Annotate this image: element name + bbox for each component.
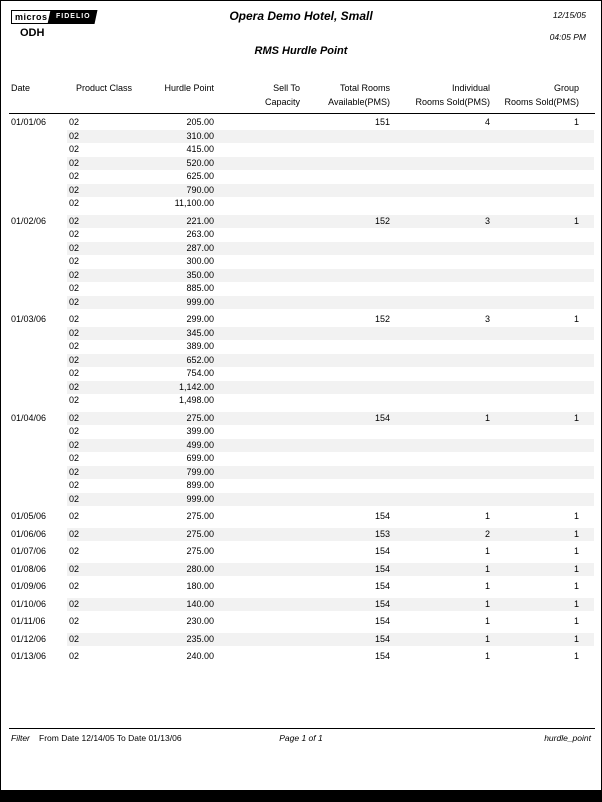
individual-rooms-sold-cell: 1 [484,616,490,626]
date-cell: 01/03/06 [11,314,47,324]
group-rooms-sold-cell: 1 [573,651,579,661]
total-rooms-available-cell: 153 [374,528,390,539]
group-rooms-sold-cell: 1 [573,215,579,226]
individual-rooms-sold-cell: 1 [484,546,490,556]
col-header-date: Date [11,83,31,93]
product-class-cell: 02 [69,426,80,436]
table-row [1,327,601,341]
group-rooms-sold-cell: 1 [573,314,579,324]
hurdle-point-table [1,116,601,664]
hurdle-point-cell: 240.00 [186,651,214,661]
table-row [1,143,601,157]
col-header-group-2: Rooms Sold(PMS) [504,97,579,107]
table-row [1,282,601,296]
individual-rooms-sold-cell: 4 [484,117,490,127]
individual-rooms-sold-cell: 1 [484,581,490,591]
total-rooms-available-cell: 152 [374,314,390,324]
group-rooms-sold-cell: 1 [573,598,579,609]
hurdle-point-cell: 399.00 [186,426,214,436]
col-header-individual-2: Rooms Sold(PMS) [415,97,490,107]
table-row [1,563,601,577]
hurdle-point-cell: 230.00 [186,616,214,626]
hurdle-point-cell: 300.00 [186,256,214,266]
column-headers [1,83,601,113]
table-row [1,493,601,507]
product-class-cell: 02 [69,633,80,644]
product-class-cell: 02 [69,283,80,293]
table-row [1,340,601,354]
hurdle-point-cell: 287.00 [186,242,214,253]
date-cell: 01/02/06 [11,215,47,226]
hurdle-point-cell: 140.00 [186,598,214,609]
hurdle-point-cell: 275.00 [186,412,214,423]
product-class-cell: 02 [69,144,80,154]
product-class-cell: 02 [69,296,80,307]
hurdle-point-cell: 1,142.00 [178,381,214,392]
date-cell: 01/13/06 [11,651,47,661]
hurdle-point-cell: 275.00 [186,528,214,539]
group-rooms-sold-cell: 1 [573,528,579,539]
filter-value: From Date 12/14/05 To Date 01/13/06 [39,733,182,743]
total-rooms-available-cell: 154 [374,581,390,591]
product-class-cell: 02 [69,480,80,490]
product-class-cell: 02 [69,198,80,208]
col-header-sell-to-2: Capacity [264,97,300,107]
total-rooms-available-cell: 152 [374,215,390,226]
date-cell: 01/07/06 [11,546,47,556]
table-row [1,545,601,559]
table-row [1,650,601,664]
table-row [1,367,601,381]
hurdle-point-cell: 389.00 [186,341,214,351]
col-header-product-class: Product Class [76,83,133,93]
individual-rooms-sold-cell: 2 [484,528,490,539]
product-class-cell: 02 [69,157,80,168]
product-class-cell: 02 [69,171,80,181]
product-class-cell: 02 [69,651,80,661]
product-class-cell: 02 [69,546,80,556]
table-row [1,580,601,594]
product-class-cell: 02 [69,439,80,450]
total-rooms-available-cell: 151 [374,117,390,127]
table-row [1,184,601,198]
header-rule [9,113,595,114]
hurdle-point-cell: 350.00 [186,269,214,280]
product-class-cell: 02 [69,354,80,365]
group-rooms-sold-cell: 1 [573,581,579,591]
hurdle-point-cell: 999.00 [186,296,214,307]
hurdle-point-cell: 1,498.00 [178,395,214,405]
table-row [1,228,601,242]
product-class-cell: 02 [69,269,80,280]
table-row [1,466,601,480]
product-class-cell: 02 [69,242,80,253]
date-cell: 01/01/06 [11,117,47,127]
table-row [1,215,601,229]
table-row [1,296,601,310]
group-rooms-sold-cell: 1 [573,511,579,521]
product-class-cell: 02 [69,412,80,423]
product-class-cell: 02 [69,368,80,378]
total-rooms-available-cell: 154 [374,598,390,609]
table-row [1,116,601,130]
individual-rooms-sold-cell: 3 [484,215,490,226]
col-header-individual-1: Individual [451,83,490,93]
individual-rooms-sold-cell: 1 [484,412,490,423]
report-file-name: hurdle_point [544,733,591,743]
group-rooms-sold-cell: 1 [573,546,579,556]
individual-rooms-sold-cell: 1 [484,633,490,644]
table-row [1,510,601,524]
hurdle-point-cell: 885.00 [186,283,214,293]
hurdle-point-cell: 699.00 [186,453,214,463]
hurdle-point-cell: 11,100.00 [174,198,214,208]
product-class-cell: 02 [69,215,80,226]
page-bottom-edge [1,790,601,801]
table-row [1,242,601,256]
total-rooms-available-cell: 154 [374,616,390,626]
table-row [1,439,601,453]
product-class-cell: 02 [69,616,80,626]
individual-rooms-sold-cell: 1 [484,563,490,574]
date-cell: 01/10/06 [11,598,47,609]
product-class-cell: 02 [69,117,80,127]
hurdle-point-cell: 205.00 [186,117,214,127]
date-cell: 01/08/06 [11,563,47,574]
table-row [1,412,601,426]
hurdle-point-cell: 790.00 [186,184,214,195]
product-class-cell: 02 [69,229,80,239]
report-footer [1,733,601,747]
table-row [1,313,601,327]
product-class-cell: 02 [69,466,80,477]
micros-logo-text: micros [11,10,52,24]
report-title: Opera Demo Hotel, Small [229,9,373,23]
hurdle-point-cell: 625.00 [186,171,214,181]
table-row [1,197,601,211]
hurdle-point-cell: 345.00 [186,327,214,338]
hurdle-point-cell: 999.00 [186,493,214,504]
product-class-cell: 02 [69,528,80,539]
individual-rooms-sold-cell: 1 [484,598,490,609]
product-class-cell: 02 [69,256,80,266]
hurdle-point-cell: 499.00 [186,439,214,450]
hurdle-point-cell: 652.00 [186,354,214,365]
product-class-cell: 02 [69,581,80,591]
print-date: 12/15/05 [552,10,586,20]
table-row [1,269,601,283]
hurdle-point-cell: 263.00 [186,229,214,239]
table-row [1,157,601,171]
hurdle-point-cell: 280.00 [186,563,214,574]
table-row [1,615,601,629]
hurdle-point-cell: 275.00 [186,546,214,556]
hurdle-point-cell: 235.00 [186,633,214,644]
date-cell: 01/05/06 [11,511,47,521]
date-cell: 01/04/06 [11,412,47,423]
table-row [1,381,601,395]
product-class-cell: 02 [69,314,80,324]
table-row [1,255,601,269]
table-row [1,170,601,184]
col-header-hurdle-point: Hurdle Point [164,83,214,93]
individual-rooms-sold-cell: 1 [484,651,490,661]
group-rooms-sold-cell: 1 [573,117,579,127]
footer-rule [9,728,595,729]
individual-rooms-sold-cell: 1 [484,511,490,521]
total-rooms-available-cell: 154 [374,511,390,521]
date-cell: 01/06/06 [11,528,47,539]
group-rooms-sold-cell: 1 [573,633,579,644]
total-rooms-available-cell: 154 [374,633,390,644]
total-rooms-available-cell: 154 [374,563,390,574]
group-rooms-sold-cell: 1 [573,616,579,626]
hotel-code: ODH [20,27,45,39]
hurdle-point-cell: 754.00 [186,368,214,378]
page-number: Page 1 of 1 [279,733,323,743]
product-class-cell: 02 [69,453,80,463]
product-class-cell: 02 [69,563,80,574]
total-rooms-available-cell: 154 [374,546,390,556]
hurdle-point-cell: 180.00 [186,581,214,591]
print-time: 04:05 PM [549,32,586,42]
fidelio-logo-text: FIDELIO [47,10,97,24]
table-row [1,354,601,368]
hurdle-point-cell: 799.00 [186,466,214,477]
col-header-group-1: Group [553,83,579,93]
product-class-cell: 02 [69,395,80,405]
group-rooms-sold-cell: 1 [573,563,579,574]
hurdle-point-cell: 221.00 [186,215,214,226]
filter-label: Filter [11,733,30,743]
hurdle-point-cell: 899.00 [186,480,214,490]
table-row [1,479,601,493]
total-rooms-available-cell: 154 [374,651,390,661]
table-row [1,130,601,144]
table-row [1,452,601,466]
product-class-cell: 02 [69,130,80,141]
group-rooms-sold-cell: 1 [573,412,579,423]
col-header-total-rooms-1: Total Rooms [339,83,390,93]
product-class-cell: 02 [69,598,80,609]
table-row [1,598,601,612]
product-class-cell: 02 [69,381,80,392]
date-cell: 01/12/06 [11,633,47,644]
table-row [1,394,601,408]
hurdle-point-cell: 275.00 [186,511,214,521]
col-header-sell-to-1: Sell To [273,83,300,93]
individual-rooms-sold-cell: 3 [484,314,490,324]
product-class-cell: 02 [69,341,80,351]
col-header-total-rooms-2: Available(PMS) [328,97,390,107]
product-class-cell: 02 [69,184,80,195]
table-row [1,528,601,542]
total-rooms-available-cell: 154 [374,412,390,423]
hurdle-point-cell: 310.00 [186,130,214,141]
date-cell: 01/09/06 [11,581,47,591]
date-cell: 01/11/06 [11,616,46,626]
hurdle-point-cell: 415.00 [186,144,214,154]
table-row [1,425,601,439]
hurdle-point-cell: 299.00 [186,314,214,324]
product-class-cell: 02 [69,327,80,338]
table-row [1,633,601,647]
product-class-cell: 02 [69,493,80,504]
product-class-cell: 02 [69,511,80,521]
hurdle-point-cell: 520.00 [186,157,214,168]
report-subtitle: RMS Hurdle Point [254,45,348,57]
